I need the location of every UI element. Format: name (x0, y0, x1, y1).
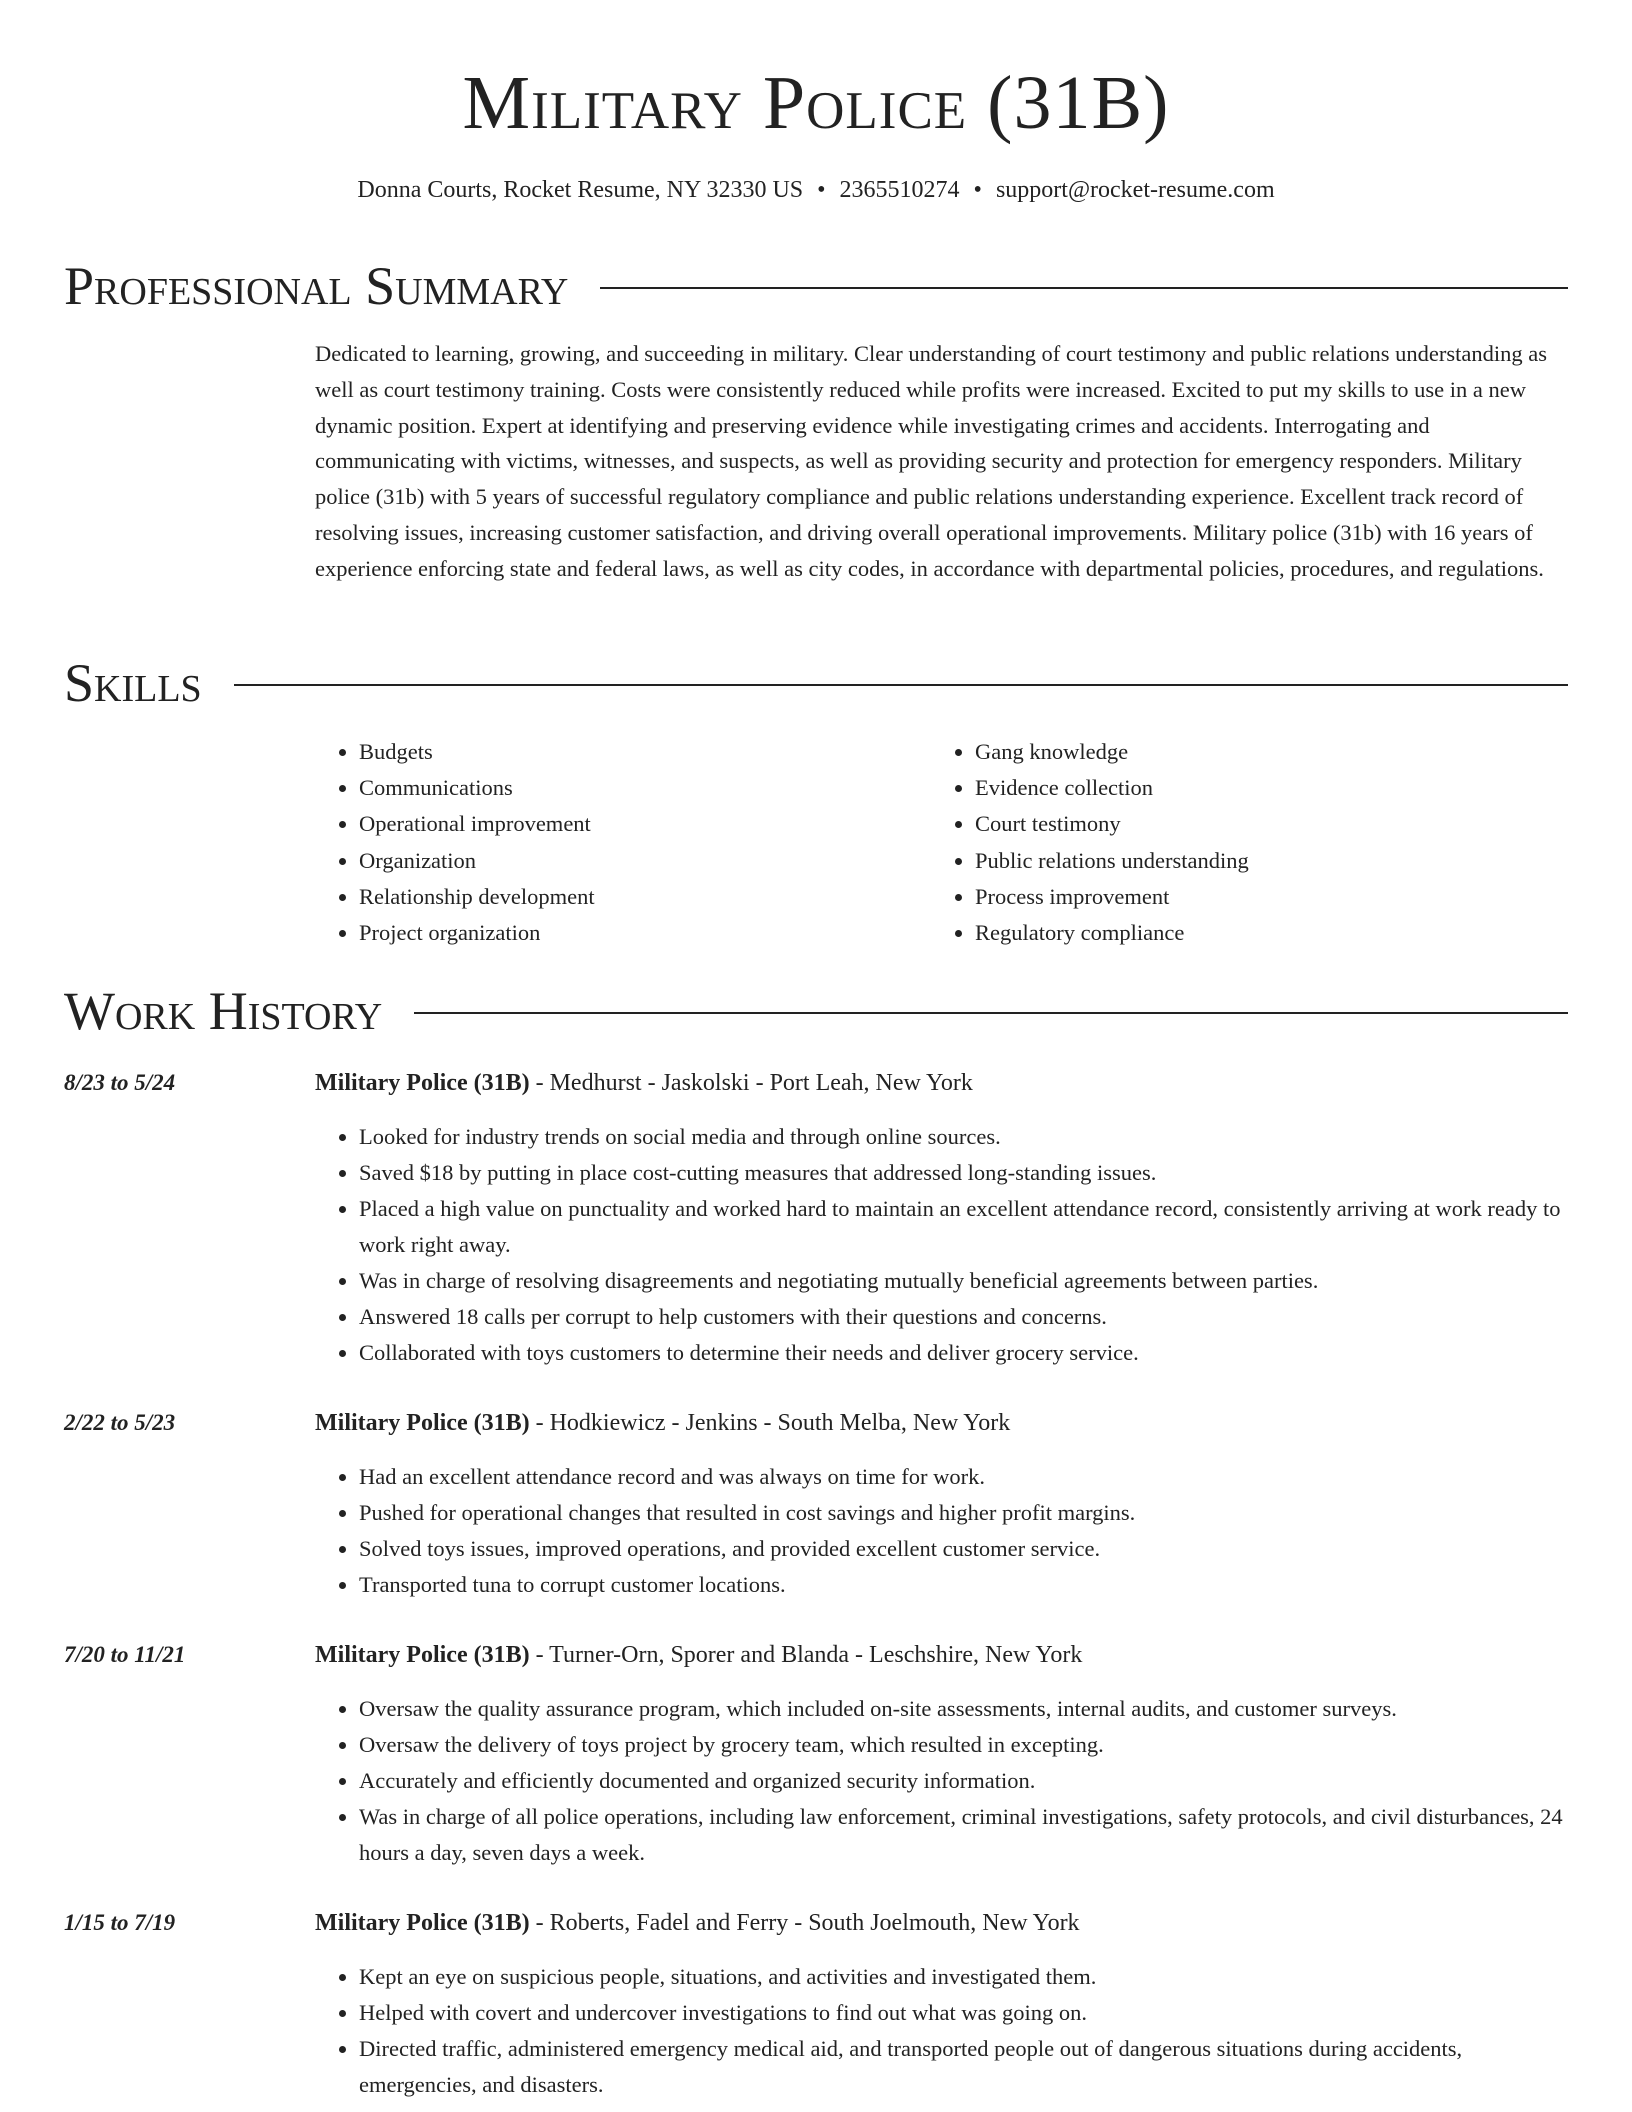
job-heading (315, 1405, 1010, 1441)
job-bullet: • Had an excellent attendance record and was always on time for work. (359, 1459, 1568, 1495)
job-dates: 1/15 to 7/19 (64, 1910, 176, 1935)
section-divider (600, 287, 1568, 289)
job-heading (315, 1905, 1080, 1941)
skills-heading: Skills (64, 653, 202, 713)
job-bullets (315, 1459, 1568, 1603)
job-bullets (315, 1959, 1568, 2103)
skill-item: • Gang knowledge (975, 734, 1547, 770)
job-bullet: • Accurately and efficiently documented and organized security information. (359, 1763, 1568, 1799)
skill-item: • Court testimony (975, 806, 1547, 842)
job-employer: - Turner-Orn, Sporer and Blanda - Leschshire, New York (529, 1642, 1083, 1668)
skill-item: • Operational improvement (359, 806, 931, 842)
summary-text: Dedicated to learning, growing, and succeeding in military. Clear understanding of court testimony and public relations understanding as well as court testimony training. Costs were consistently reduced while profits were increased. Excited to put my skills to use in a new dynamic position. Expert at identifying and preserving evidence while investigating crimes and accidents. Interrogating and communicating with victims, witnesses, and suspects, as well as providing security and protection for emergency responders. Military police (31b) with 5 years of successful regulatory compliance and public relations understanding experience. Excellent track record of resolving issues, increasing customer satisfaction, and driving overall operational improvements. Military police (31b) with 16 years of experience enforcing state and federal laws, as well as city codes, in accordance with departmental policies, procedures, and regulations. (315, 341, 1547, 581)
job-employer: - Roberts, Fadel and Ferry - South Joelmouth, New York (529, 1910, 1080, 1936)
job-role: Military Police (31B) (315, 1410, 530, 1436)
skills-section-header (64, 651, 1568, 715)
job-heading (315, 1637, 1082, 1673)
work-section-header (64, 979, 1568, 1043)
job-bullet: • Looked for industry trends on social media and through online sources. (359, 1119, 1568, 1155)
job-bullet: • Solved toys issues, improved operations, and provided excellent customer service. (359, 1531, 1568, 1567)
contact-line (64, 172, 1568, 208)
summary-heading: Professional Summary (64, 256, 569, 316)
job-bullet: • Saved $18 by putting in place cost-cutting measures that addressed long-standing issues. (359, 1155, 1568, 1191)
skill-item: • Organization (359, 843, 931, 879)
skill-item: • Communications (359, 770, 931, 806)
contact-phone: 2365510274 (839, 177, 960, 203)
contact-address: Donna Courts, Rocket Resume, NY 32330 US (357, 177, 804, 203)
job-bullet: • Answered 18 calls per corrupt to help customers with their questions and concerns. (359, 1299, 1568, 1335)
skill-item: • Evidence collection (975, 770, 1547, 806)
job-bullet: • Was in charge of resolving disagreements and negotiating mutually beneficial agreements between parties. (359, 1263, 1568, 1299)
skills-column-left (315, 734, 931, 951)
job-bullet: • Placed a high value on punctuality and worked hard to maintain an excellent attendance record, consistently arriving at work ready to work right away. (359, 1191, 1568, 1263)
job-bullets (315, 1691, 1568, 1871)
job-dates: 8/23 to 5/24 (64, 1070, 176, 1095)
skill-item: • Regulatory compliance (975, 915, 1547, 951)
section-divider (234, 684, 1568, 686)
skills-column-right (931, 734, 1547, 951)
job-bullet: • Directed traffic, administered emergency medical aid, and transported people out of dangerous situations during accidents, emergencies, and disasters. (359, 2031, 1568, 2103)
job-employer: - Medhurst - Jaskolski - Port Leah, New York (529, 1070, 973, 1096)
job-bullet: • Helped with covert and undercover investigations to find out what was going on. (359, 1995, 1568, 2031)
skill-item: • Budgets (359, 734, 931, 770)
job-bullet: • Oversaw the quality assurance program, which included on-site assessments, internal audits, and customer surveys. (359, 1691, 1568, 1727)
work-heading: Work History (64, 981, 383, 1041)
job-heading (315, 1065, 973, 1101)
job-bullet: • Oversaw the delivery of toys project by grocery team, which resulted in excepting. (359, 1727, 1568, 1763)
contact-separator: • (817, 177, 826, 203)
section-divider (414, 1012, 1568, 1014)
job-role: Military Police (31B) (315, 1910, 530, 1936)
job-dates: 2/22 to 5/23 (64, 1410, 176, 1435)
skill-item: • Relationship development (359, 879, 931, 915)
job-bullets (315, 1119, 1568, 1371)
skill-item: • Public relations understanding (975, 843, 1547, 879)
job-bullet: • Collaborated with toys customers to determine their needs and deliver grocery service. (359, 1335, 1568, 1371)
contact-separator: • (973, 177, 982, 203)
job-dates: 7/20 to 11/21 (64, 1642, 186, 1667)
job-bullet: • Was in charge of all police operations, including law enforcement, criminal investigations, safety protocols, and civil disturbances, 24 hours a day, seven days a week. (359, 1799, 1568, 1871)
job-bullet: • Pushed for operational changes that resulted in cost savings and higher profit margins. (359, 1495, 1568, 1531)
contact-email: support@rocket-resume.com (995, 177, 1275, 203)
job-role: Military Police (31B) (315, 1070, 530, 1096)
job-employer: - Hodkiewicz - Jenkins - South Melba, New York (529, 1410, 1011, 1436)
job-bullet: • Kept an eye on suspicious people, situations, and activities and investigated them. (359, 1959, 1568, 1995)
job-bullet: • Transported tuna to corrupt customer locations. (359, 1567, 1568, 1603)
job-role: Military Police (31B) (315, 1642, 530, 1668)
skills-list (315, 734, 1568, 951)
skill-item: • Project organization (359, 915, 931, 951)
skill-item: • Process improvement (975, 879, 1547, 915)
summary-section-header (64, 254, 1568, 318)
resume-title: Military Police (31B) (462, 61, 1170, 145)
